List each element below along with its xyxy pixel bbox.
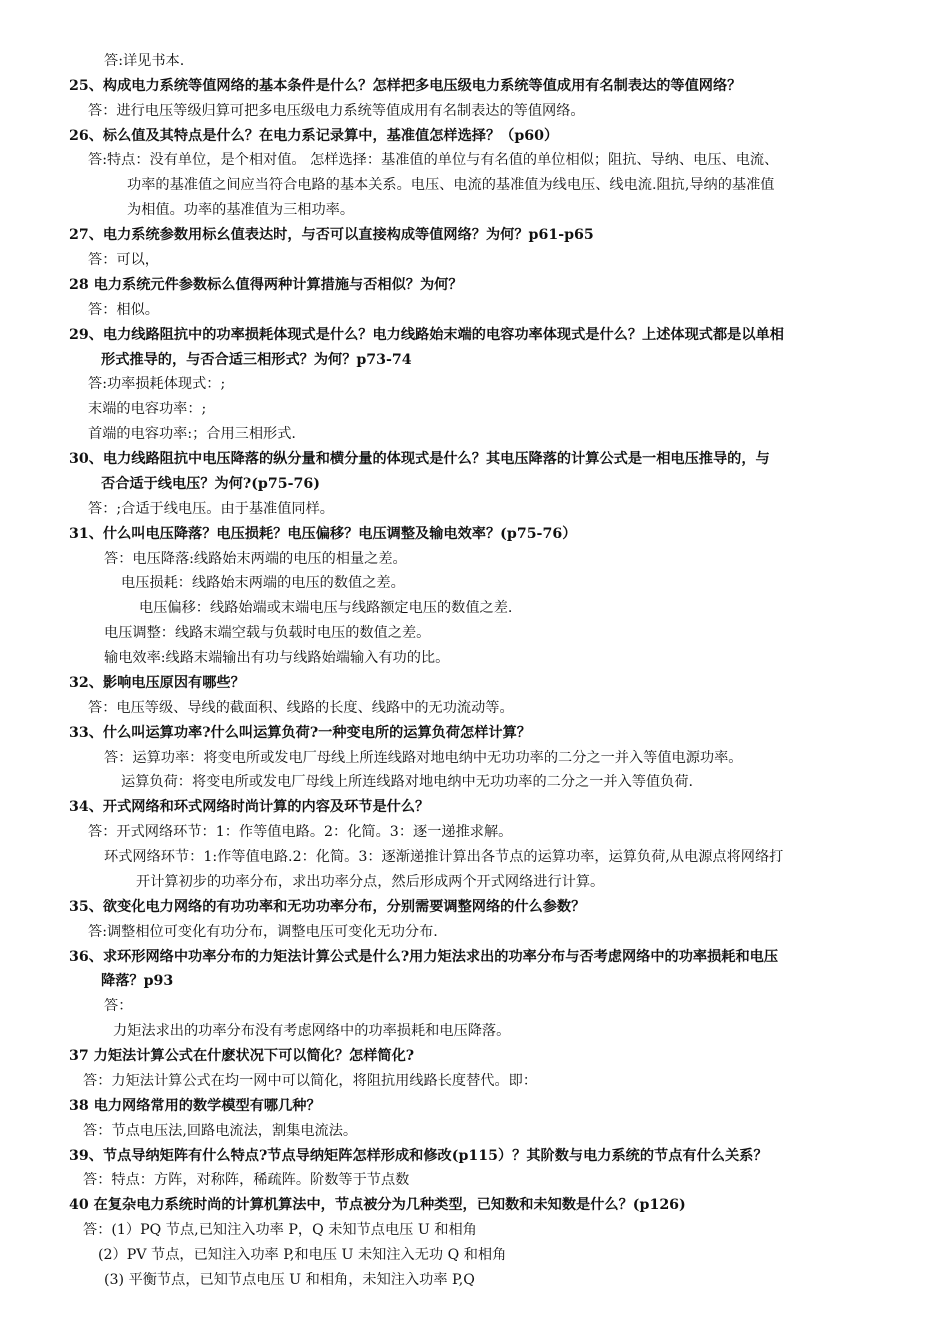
answer-line: 开计算初步的功率分布，求出功率分点，然后形成两个开式网络进行计算。 bbox=[136, 874, 605, 890]
answer-line: 运算负荷：将变电所或发电厂母线上所连线路对地电纳中无功功率的二分之一并入等值负荷. bbox=[121, 774, 694, 790]
answer-line: 答：运算功率：将变电所或发电厂母线上所连线路对地电纳中无功功率的二分之一并入等值电源功率。 bbox=[104, 750, 743, 766]
question-line: 27、电力系统参数用标幺值表达时，与否可以直接构成等值网络？为何？p61-p65 bbox=[69, 227, 594, 243]
question-line: 26、标么值及其特点是什么？在电力系记录算中，基准值怎样选择？（p60） bbox=[69, 128, 559, 144]
answer-line: (2）PV 节点，已知注入功率 P,和电压 U 未知注入无功 Q 和相角 bbox=[98, 1247, 507, 1263]
answer-line: 末端的电容功率：; bbox=[88, 401, 207, 417]
question-line: 39、节点导纳矩阵有什么特点?节点导纳矩阵怎样形成和修改(p115）？其阶数与电力系统的节点有什么关系？ bbox=[69, 1148, 768, 1164]
answer-line: 答：进行电压等级归算可把多电压级电力系统等值成用有名制表达的等值网络。 bbox=[88, 103, 585, 119]
answer-line: 答：相似。 bbox=[88, 302, 159, 318]
answer-line: 答：力矩法计算公式在均一网中可以简化，将阻抗用线路长度替代。即： bbox=[83, 1073, 538, 1089]
question-line: 否合适于线电压？为何?(p75-76) bbox=[101, 476, 320, 492]
answer-line: 答：电压降落:线路始末两端的电压的相量之差。 bbox=[104, 551, 407, 567]
answer-line: 环式网络环节：1:作等值电路.2：化简。3：逐渐递推计算出各节点的运算功率，运算负荷,从电源点将网络打 bbox=[104, 849, 784, 865]
answer-line: 答：;合适于线电压。由于基准值同样。 bbox=[88, 501, 334, 517]
answer-line: 输电效率:线路末端输出有功与线路始端输入有功的比。 bbox=[104, 650, 450, 666]
answer-line: 首端的电容功率:；合用三相形式. bbox=[88, 426, 296, 442]
answer-line: 答：(1）PQ 节点,已知注入功率 P，Q 未知节点电压 U 和相角 bbox=[83, 1222, 477, 1238]
answer-line: 答：节点电压法,回路电流法，割集电流法。 bbox=[83, 1123, 358, 1139]
question-line: 25、构成电力系统等值网络的基本条件是什么？怎样把多电压级电力系统等值成用有名制表达的等值网络？ bbox=[69, 78, 742, 94]
question-line: 37 力矩法计算公式在什麽状况下可以简化？怎样简化? bbox=[69, 1048, 415, 1064]
answer-line: (3) 平衡节点，已知节点电压 U 和相角，未知注入功率 P,Q bbox=[104, 1272, 475, 1288]
answer-line: 答：开式网络环节：1：作等值电路。2：化简。3：逐一递推求解。 bbox=[88, 824, 513, 840]
answer-line: 答:调整相位可变化有功分布，调整电压可变化无功分布. bbox=[88, 924, 438, 940]
question-line: 40 在复杂电力系统时尚的计算机算法中，节点被分为几种类型，已知数和未知数是什么？(p126) bbox=[69, 1197, 686, 1213]
question-line: 形式推导的，与否合适三相形式？为何？p73-74 bbox=[101, 352, 412, 368]
question-line: 31、什么叫电压降落？电压损耗？电压偏移？电压调整及输电效率？(p75-76） bbox=[69, 526, 577, 542]
question-line: 38 电力网络常用的数学模型有哪几种？ bbox=[69, 1098, 321, 1114]
answer-line: 力矩法求出的功率分布没有考虑网络中的功率损耗和电压降落。 bbox=[113, 1023, 511, 1039]
answer-line: 答:功率损耗体现式：; bbox=[88, 376, 226, 392]
answer-line: 答：电压等级、导线的截面积、线路的长度、线路中的无功流动等。 bbox=[88, 700, 514, 716]
answer-line: 功率的基准值之间应当符合电路的基本关系。电压、电流的基准值为线电压、线电流.阻抗,导纳的基准值 bbox=[127, 177, 775, 193]
answer-line: 电压偏移：线路始端或末端电压与线路额定电压的数值之差. bbox=[139, 600, 513, 616]
answer-line: 电压损耗：线路始末两端的电压的数值之差。 bbox=[121, 575, 405, 591]
question-line: 36、求环形网络中功率分布的力矩法计算公式是什么?用力矩法求出的功率分布与否考虑网络中的功率损耗和电压 bbox=[69, 949, 779, 965]
answer-line: 答:特点：没有单位，是个相对值。 怎样选择：基准值的单位与有名值的单位相似；阻抗、导纳、电压、电流、 bbox=[88, 152, 779, 168]
question-line: 29、电力线路阻抗中的功率损耗体现式是什么？电力线路始末端的电容功率体现式是什么？上述体现式都是以单相 bbox=[69, 327, 784, 343]
answer-line: 答： bbox=[104, 998, 133, 1014]
question-line: 30、电力线路阻抗中电压降落的纵分量和横分量的体现式是什么？其电压降落的计算公式是一相电压推导的，与 bbox=[69, 451, 770, 467]
question-line: 降落？p93 bbox=[101, 973, 174, 989]
answer-line: 答：可以， bbox=[88, 252, 159, 268]
question-line: 33、什么叫运算功率?什么叫运算负荷?一种变电所的运算负荷怎样计算？ bbox=[69, 725, 531, 741]
question-line: 32、影响电压原因有哪些？ bbox=[69, 675, 245, 691]
question-line: 28 电力系统元件参数标么值得两种计算措施与否相似？为何？ bbox=[69, 277, 463, 293]
question-line: 34、开式网络和环式网络时尚计算的内容及环节是什么？ bbox=[69, 799, 430, 815]
answer-line: 为相值。功率的基准值为三相功率。 bbox=[127, 202, 355, 218]
answer-line: 答：特点：方阵，对称阵，稀疏阵。阶数等于节点数 bbox=[83, 1172, 410, 1188]
answer-line: 电压调整：线路末端空载与负载时电压的数值之差。 bbox=[104, 625, 431, 641]
question-line: 35、欲变化电力网络的有功功率和无功功率分布，分别需要调整网络的什么参数？ bbox=[69, 899, 586, 915]
answer-line: 答:详见书本. bbox=[104, 53, 185, 69]
